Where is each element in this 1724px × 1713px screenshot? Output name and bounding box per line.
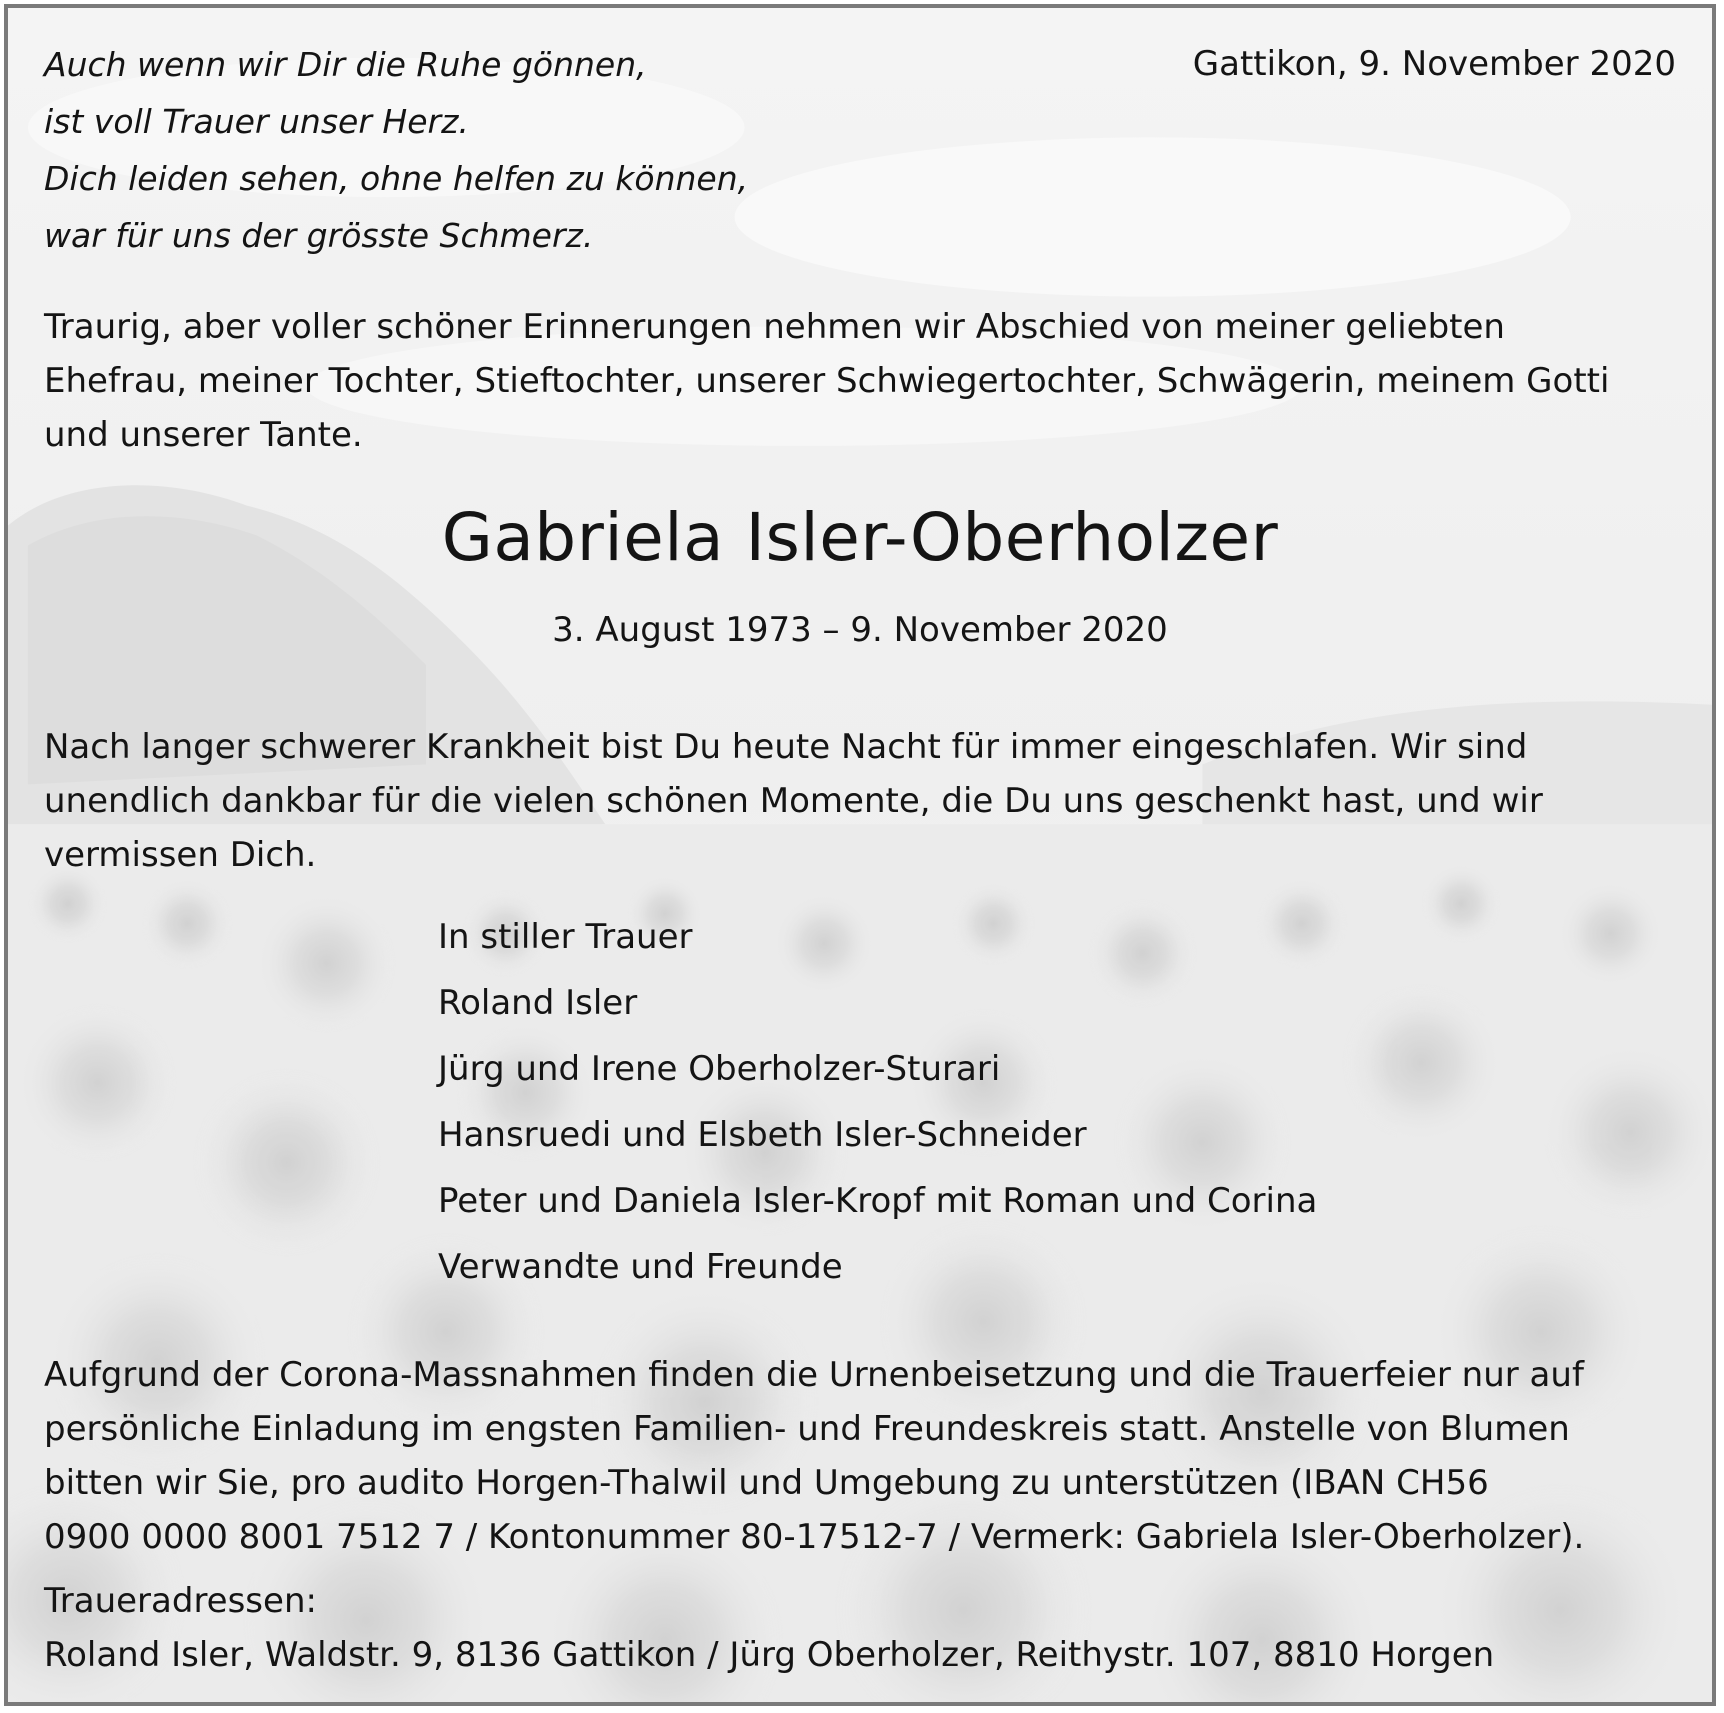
message-line: Nach langer schwerer Krankheit bist Du heute Nacht für immer eingeschlafen. Wir sind [44,727,1528,767]
obituary-notice [4,4,1716,1706]
message-line: unendlich dankbar für die vielen schönen Momente, die Du uns geschenkt hast, und wir [44,781,1543,821]
mourners-list [438,904,1317,1300]
corona-line: 0900 0000 8001 7512 7 / Kontonummer 80-17512-7 / Vermerk: Gabriela Isler-Oberholzer). [44,1517,1585,1557]
message-line: vermissen Dich. [44,835,317,875]
intro-line: Ehefrau, meiner Tochter, Stieftochter, unserer Schwiegertochter, Schwägerin, meinem Gotti [44,361,1610,401]
mourner-entry: Verwandte und Freunde [438,1247,843,1287]
farewell-message [44,720,1543,882]
intro-line: und unserer Tante. [44,415,363,455]
poem-line: Dich leiden sehen, ohne helfen zu können, [44,159,749,198]
poem-line: war für uns der grösste Schmerz. [44,216,594,255]
mourner-entry: Roland Isler [438,983,638,1023]
poem-line: ist voll Trauer unser Herz. [44,102,469,141]
intro-line: Traurig, aber voller schöner Erinnerungen nehmen wir Abschied von meiner geliebten [44,307,1505,347]
mourner-entry: Hansruedi und Elsbeth Isler-Schneider [438,1115,1087,1155]
corona-notice [44,1348,1584,1564]
mourner-entry: Peter und Daniela Isler-Kropf mit Roman und Corina [438,1181,1318,1221]
corona-line: bitten wir Sie, pro audito Horgen-Thalwil und Umgebung zu unterstützen (IBAN CH56 [44,1463,1489,1503]
mourner-entry: Jürg und Irene Oberholzer-Sturari [438,1049,1001,1089]
poem [44,36,748,264]
poem-line: Auch wenn wir Dir die Ruhe gönnen, [44,45,647,84]
intro-paragraph [44,300,1609,462]
addresses-title: Traueradressen: [44,1581,317,1621]
deceased-name: Gabriela Isler-Oberholzer [441,499,1279,576]
corona-line: Aufgrund der Corona-Massnahmen finden die Urnenbeisetzung und die Trauerfeier nur auf [44,1355,1584,1395]
addresses-line: Roland Isler, Waldstr. 9, 8136 Gattikon / Jürg Oberholzer, Reithystr. 107, 8810 Horgen [44,1635,1495,1675]
mourners-heading: In stiller Trauer [438,917,693,957]
life-dates: 3. August 1973 – 9. November 2020 [552,610,1168,650]
place-and-date: Gattikon, 9. November 2020 [1192,44,1676,84]
corona-line: persönliche Einladung im engsten Familien- und Freundeskreis statt. Anstelle von Blumen [44,1409,1570,1449]
